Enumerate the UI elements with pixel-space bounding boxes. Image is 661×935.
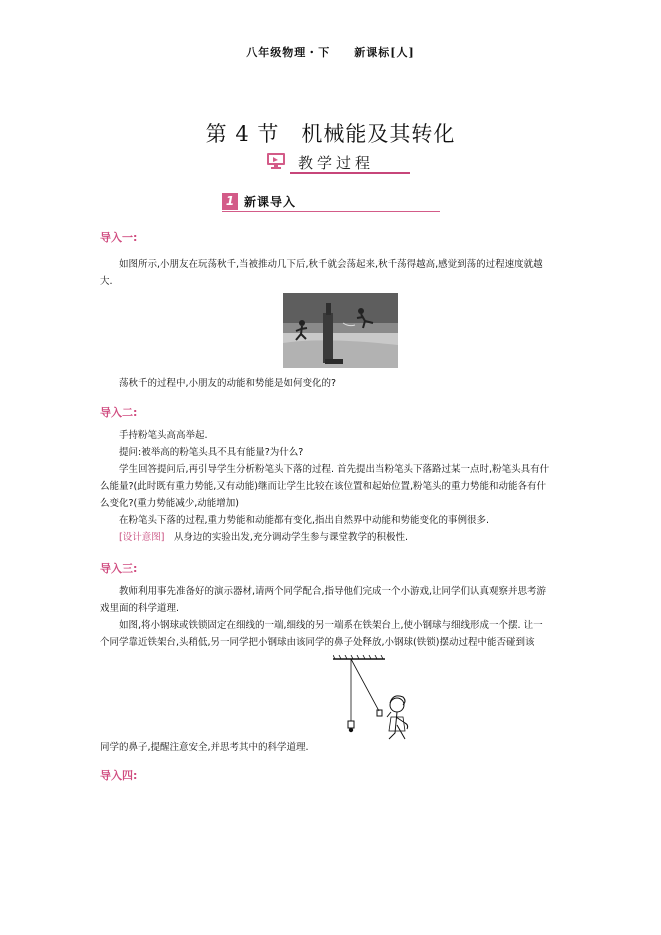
intro4-heading: 导入四:	[100, 769, 138, 782]
swing-photo	[283, 293, 398, 368]
section-heading	[222, 192, 440, 212]
banner-underline	[290, 172, 410, 174]
section-title: 第 4 节 机械能及其转化	[205, 122, 456, 146]
intro2-line: 手持粉笔头高高举起.	[119, 430, 208, 441]
design-intent	[100, 529, 550, 546]
banner-label: 教学过程	[298, 154, 375, 172]
intro2-heading: 导入二:	[100, 406, 138, 419]
intro3-paragraph-end: 同学的鼻子,提醒注意安全,并思考其中的科学道理.	[100, 742, 309, 753]
teaching-process-banner	[264, 150, 412, 176]
section-label: 新课导入	[244, 195, 297, 209]
intro1-question: 荡秋千的过程中,小朋友的动能和势能是如何变化的?	[119, 378, 337, 389]
page-header: 八年级物理・下 新课标[人]	[246, 46, 415, 59]
intro1-paragraph: 如图所示,小朋友在玩荡秋千,当被推动几下后,秋千就会荡起来,秋千荡得越高,感觉到荡的过程速度就越大.	[100, 259, 543, 287]
intro2-line: 学生回答提问后,再引导学生分析粉笔头下落的过程. 首先提出当粉笔头下落路过某一点时,粉笔头具有什么能量?(此时既有重力势能,又有动能)继而让学生比较在该位置和起始位置,粉笔头的重力势能和动能各有什么变化?(重力势能减少,动能增加)	[100, 464, 550, 509]
intro3-heading: 导入三:	[100, 562, 138, 575]
section-number-badge: 1	[222, 193, 238, 210]
intro3-body	[100, 583, 550, 651]
design-intent-text: 从身边的实验出发,充分调动学生参与课堂教学的积极性.	[164, 532, 408, 543]
pendulum-diagram	[333, 655, 423, 740]
design-intent-tag: [设计意图]	[119, 532, 165, 543]
intro2-line: 提问:被举高的粉笔头具不具有能量?为什么?	[119, 447, 304, 458]
intro3-paragraph: 如图,将小钢球或铁锁固定在细线的一端,细线的另一端系在铁架台上,使小钢球与细线形成一个摆. 让一个同学靠近铁架台,头稍低,另一同学把小钢球由该同学的鼻子处释放,小钢球(铁锁)摆动过程中能否碰到该	[100, 620, 543, 648]
intro3-paragraph: 教师利用事先准备好的演示器材,请两个同学配合,指导他们完成一个小游戏,让同学们认真观察并思考游戏里面的科学道理.	[100, 586, 547, 614]
intro2-line: 在粉笔头下落的过程,重力势能和动能都有变化,指出自然界中动能和势能变化的事例很多.	[119, 515, 490, 526]
monitor-icon	[266, 152, 286, 170]
intro2-body	[100, 427, 550, 546]
intro1-heading: 导入一:	[100, 231, 138, 244]
section-underline	[222, 211, 440, 212]
